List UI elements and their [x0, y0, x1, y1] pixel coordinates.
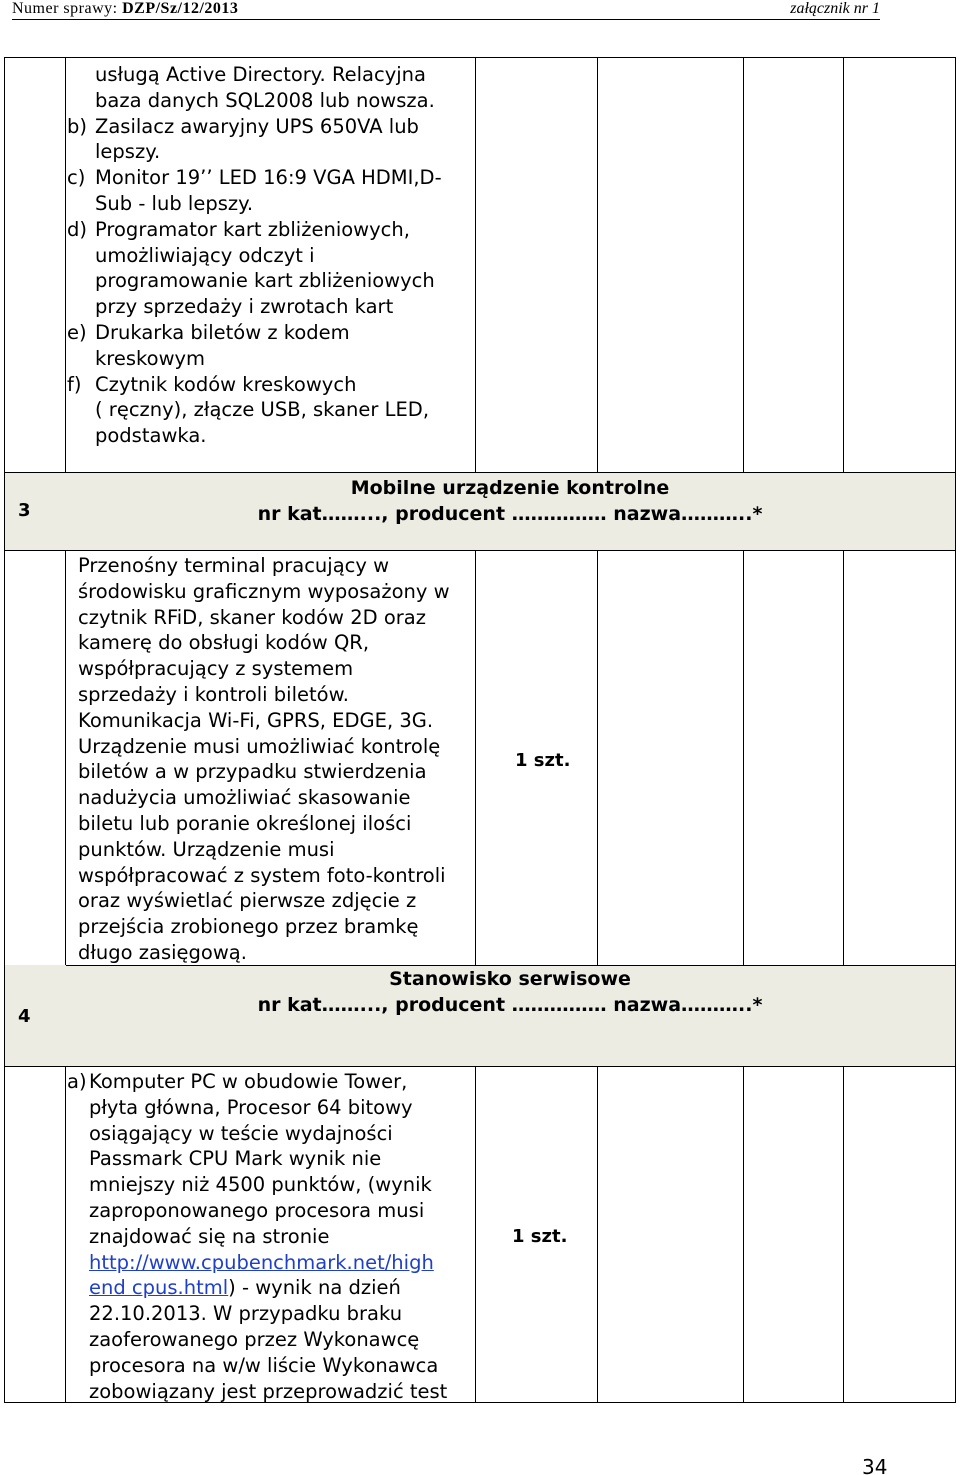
section3-number: 3 — [18, 500, 31, 521]
cpubenchmark-link-cont[interactable]: end cpus.html — [89, 1276, 229, 1300]
list-text: przy sprzedaży i zwrotach kart — [95, 295, 394, 319]
item-line: płyta główna, Procesor 64 bitowy — [89, 1095, 413, 1119]
list-text: lepszy. — [95, 140, 161, 164]
list-text: baza danych SQL2008 lub nowsza. — [95, 88, 435, 112]
list-text: usługą Active Directory. Relacyjna — [95, 63, 426, 86]
description-line: środowisku graficznym wyposażony w — [78, 579, 450, 603]
description-line: Urządzenie musi umożliwiać kontrolę — [78, 734, 441, 758]
description-line: sprzedaży i kontroli biletów. — [78, 683, 349, 706]
description-line: nadużycia umożliwiać skasowanie — [78, 786, 411, 810]
item-line: mniejszy niż 4500 punktów, (wynik — [89, 1173, 432, 1197]
description-line: punktów. Urządzenie musi — [78, 837, 335, 861]
case-number: DZP/Sz/12/2013 — [122, 0, 239, 17]
section3-catalog-line: nr kat……..., producent …………… nazwa………..* — [257, 503, 763, 525]
list-marker: b) — [67, 114, 87, 138]
list-marker: f) — [67, 372, 82, 396]
section4-catalog-line: nr kat……..., producent …………… nazwa………..* — [257, 994, 763, 1016]
description-line: oraz wyświetlać pierwsze zdjęcie z — [78, 889, 417, 913]
item-line: zaoferowanego przez Wykonawcę — [89, 1328, 420, 1351]
list-text: Czytnik kodów kreskowych — [95, 372, 357, 396]
link-line-2: end cpus.html) - wynik na dzień — [89, 1276, 401, 1300]
list-text: umożliwiający odczyt i — [95, 243, 315, 267]
item-line: procesora na w/w liście Wykonawca — [89, 1353, 439, 1377]
description-line: współpracować z system foto-kontroli — [78, 863, 446, 887]
list-text: kreskowym — [95, 346, 206, 370]
item-line: 22.10.2013. W przypadku braku — [89, 1302, 403, 1326]
description-line: biletów a w przypadku stwierdzenia — [78, 760, 427, 784]
item-line: zaproponowanego procesora musi — [89, 1199, 425, 1222]
list-line — [67, 165, 467, 191]
section3-title: Mobilne urządzenie kontrolne — [350, 477, 670, 499]
page-number: 34 — [862, 1455, 888, 1475]
cpubenchmark-link[interactable]: http://www.cpubenchmark.net/high — [89, 1250, 434, 1274]
list-line — [67, 114, 467, 140]
list-marker: d) — [67, 217, 87, 241]
item-line: zobowiązany jest przeprowadzić test — [89, 1379, 448, 1403]
list-line — [67, 320, 467, 346]
list-marker: c) — [67, 166, 86, 190]
item-marker: a) — [67, 1070, 87, 1093]
list-line — [67, 294, 467, 320]
list-line — [67, 139, 467, 165]
section3-quantity: 1 szt. — [515, 750, 571, 771]
case-number-label: Numer sprawy: DZP/Sz/12/2013 — [12, 0, 239, 17]
list-text: Zasilacz awaryjny UPS 650VA lub — [95, 114, 419, 138]
item-line: znajdować się na stronie — [89, 1224, 330, 1248]
description-line: Przenośny terminal pracujący w — [78, 554, 390, 577]
list-text: Monitor 19’’ LED 16:9 VGA HDMI,D- — [95, 166, 442, 190]
description-line: długo zasięgową. — [78, 941, 247, 964]
section4-title: Stanowisko serwisowe — [389, 968, 631, 990]
list-text: Programator kart zbliżeniowych, — [95, 217, 410, 241]
list-line — [67, 243, 467, 269]
list-line — [67, 88, 467, 114]
section4-quantity: 1 szt. — [512, 1226, 568, 1247]
list-text: ( ręczny), złącze USB, skaner LED, — [95, 398, 430, 422]
item-line: osiągający w teście wydajności — [89, 1121, 393, 1145]
link-line-1 — [89, 1250, 434, 1276]
description-line: kamerę do obsługi kodów QR, — [78, 631, 370, 655]
description-line: współpracujący z systemem — [78, 657, 354, 681]
description-line: czytnik RFiD, skaner kodów 2D oraz — [78, 605, 426, 629]
list-text: Drukarka biletów z kodem — [95, 321, 350, 344]
description-line: przejścia zrobionego przez bramkę — [78, 915, 419, 939]
list-line — [67, 346, 467, 372]
list-line — [67, 372, 467, 398]
list-text: programowanie kart zbliżeniowych — [95, 269, 435, 293]
section4-number: 4 — [18, 1006, 31, 1027]
item-line: Passmark CPU Mark wynik nie — [89, 1147, 382, 1171]
description-line: Komunikacja Wi-Fi, GPRS, EDGE, 3G. — [78, 708, 434, 732]
list-line — [67, 423, 467, 449]
list-marker: e) — [67, 321, 87, 344]
list-text: podstawka. — [95, 424, 207, 448]
list-line — [67, 217, 467, 243]
description-line: biletu lub poranie określonej ilości — [78, 812, 412, 835]
list-line — [67, 191, 467, 217]
attachment-label: załącznik nr 1 — [790, 0, 880, 17]
list-line — [67, 268, 467, 294]
list-line — [67, 62, 467, 88]
list-text: Sub - lub lepszy. — [95, 192, 254, 215]
list-line — [67, 397, 467, 423]
item-line: Komputer PC w obudowie Tower, — [89, 1070, 408, 1093]
